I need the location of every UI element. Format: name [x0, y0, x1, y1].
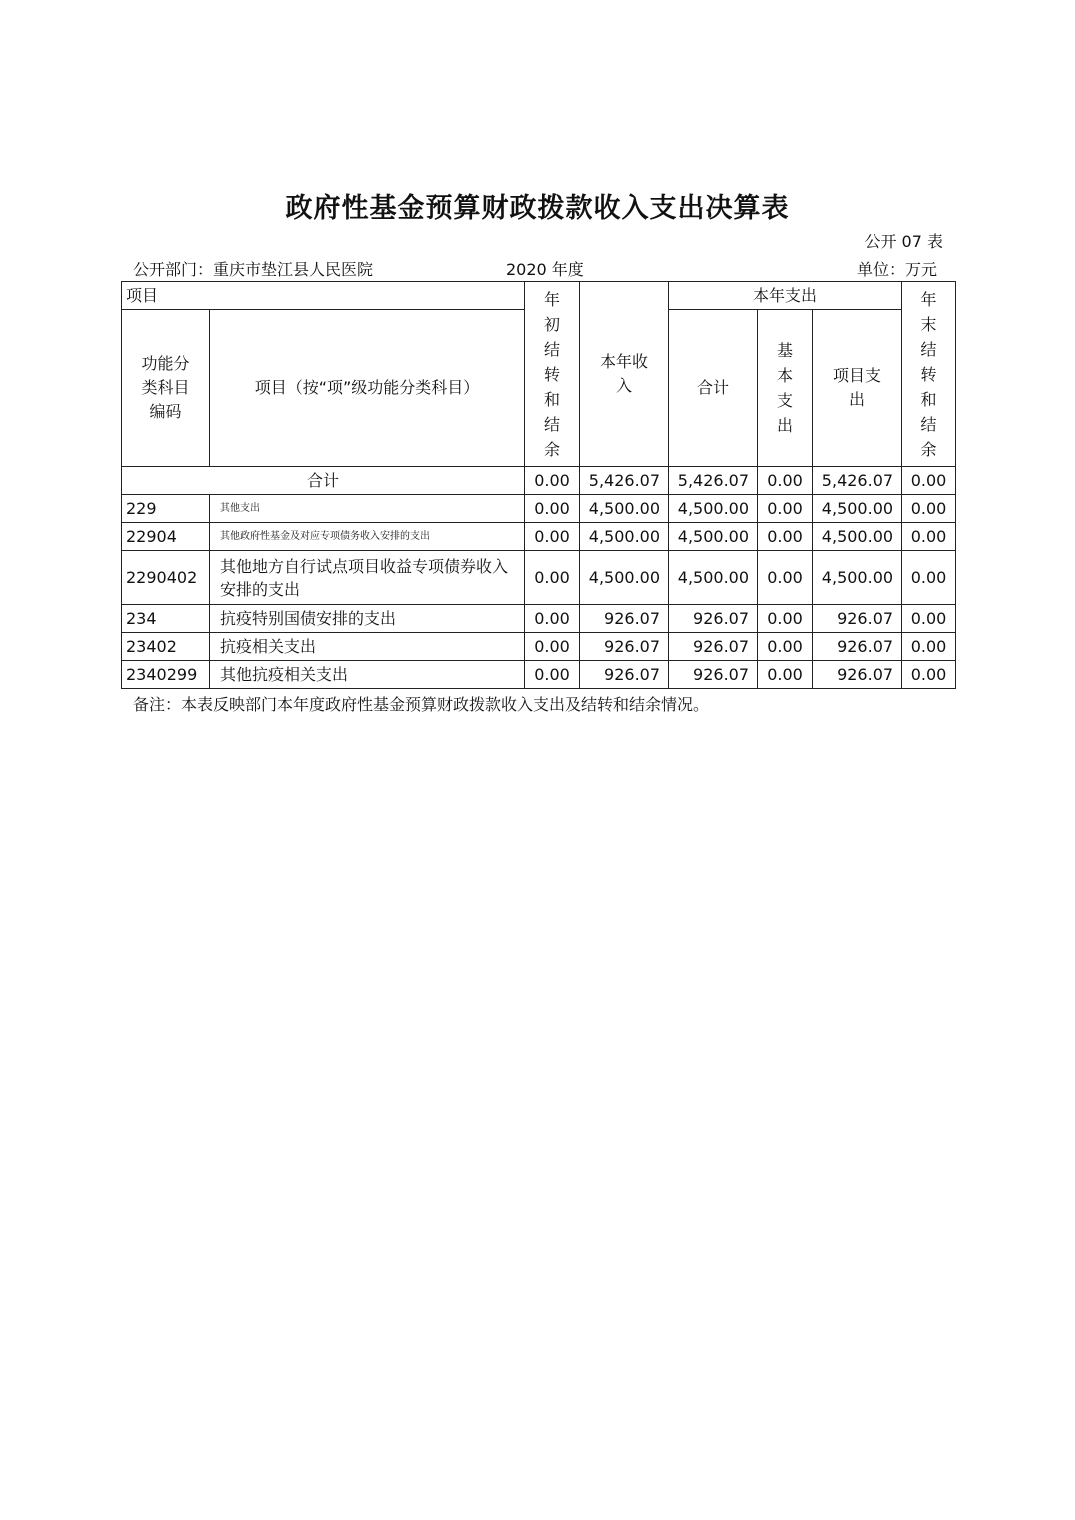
cell-income: 926.07 — [580, 633, 669, 661]
cell-project: 5,426.07 — [813, 467, 902, 495]
header-func-code: 功能分 类科目 编码 — [122, 310, 210, 467]
header-row-1 — [122, 282, 956, 310]
cell-total: 4,500.00 — [669, 523, 758, 551]
budget-table — [121, 281, 956, 689]
cell-ending: 0.00 — [902, 633, 956, 661]
cell-income: 5,426.07 — [580, 467, 669, 495]
cell-total: 5,426.07 — [669, 467, 758, 495]
cell-project: 4,500.00 — [813, 523, 902, 551]
cell-project: 926.07 — [813, 605, 902, 633]
cell-income: 4,500.00 — [580, 523, 669, 551]
table-row — [122, 633, 956, 661]
total-label: 合计 — [122, 467, 525, 495]
cell-item-name: 抗疫特别国债安排的支出 — [210, 605, 525, 633]
cell-ending: 0.00 — [902, 495, 956, 523]
header-basic: 基 本 支 出 — [758, 310, 813, 467]
cell-basic: 0.00 — [758, 467, 813, 495]
cell-income: 926.07 — [580, 605, 669, 633]
cell-project: 926.07 — [813, 661, 902, 689]
cell-ending: 0.00 — [902, 661, 956, 689]
cell-income: 4,500.00 — [580, 495, 669, 523]
cell-item-name: 其他地方自行试点项目收益专项债券收入安排的支出 — [210, 551, 525, 605]
cell-code: 229 — [122, 495, 210, 523]
cell-basic: 0.00 — [758, 661, 813, 689]
cell-beginning: 0.00 — [525, 551, 580, 605]
cell-income: 926.07 — [580, 661, 669, 689]
footnote: 备注：本表反映部门本年度政府性基金预算财政拨款收入支出及结转和结余情况。 — [133, 695, 710, 714]
page-title: 政府性基金预算财政拨款收入支出决算表 — [285, 193, 790, 224]
table-row — [122, 661, 956, 689]
table-number: 公开 07 表 — [864, 232, 943, 251]
cell-ending: 0.00 — [902, 467, 956, 495]
department-label: 公开部门：重庆市垫江县人民医院 — [133, 260, 374, 279]
cell-code: 2340299 — [122, 661, 210, 689]
cell-basic: 0.00 — [758, 495, 813, 523]
header-item-name: 项目（按“项”级功能分类科目） — [210, 310, 525, 467]
cell-basic: 0.00 — [758, 633, 813, 661]
cell-ending: 0.00 — [902, 551, 956, 605]
header-item-group: 项目 — [122, 282, 525, 310]
cell-project: 4,500.00 — [813, 495, 902, 523]
cell-total: 4,500.00 — [669, 551, 758, 605]
cell-code: 234 — [122, 605, 210, 633]
cell-item-name: 抗疫相关支出 — [210, 633, 525, 661]
header-end-balance: 年 末 结 转 和 结 余 — [902, 282, 956, 467]
cell-beginning: 0.00 — [525, 633, 580, 661]
cell-beginning: 0.00 — [525, 495, 580, 523]
cell-income: 4,500.00 — [580, 551, 669, 605]
table-row — [122, 605, 956, 633]
cell-ending: 0.00 — [902, 605, 956, 633]
cell-item-name: 其他政府性基金及对应专项债务收入安排的支出 — [210, 523, 525, 551]
cell-total: 926.07 — [669, 661, 758, 689]
cell-beginning: 0.00 — [525, 661, 580, 689]
unit-label: 单位：万元 — [856, 260, 937, 279]
cell-beginning: 0.00 — [525, 523, 580, 551]
cell-beginning: 0.00 — [525, 605, 580, 633]
table-row — [122, 551, 956, 605]
header-expenditure-group: 本年支出 — [669, 282, 902, 310]
header-project: 项目支 出 — [813, 310, 902, 467]
total-row — [122, 467, 956, 495]
table-row — [122, 495, 956, 523]
cell-basic: 0.00 — [758, 605, 813, 633]
cell-ending: 0.00 — [902, 523, 956, 551]
cell-code: 22904 — [122, 523, 210, 551]
cell-code: 23402 — [122, 633, 210, 661]
cell-basic: 0.00 — [758, 551, 813, 605]
cell-item-name: 其他抗疫相关支出 — [210, 661, 525, 689]
header-income: 本年收 入 — [580, 282, 669, 467]
cell-project: 4,500.00 — [813, 551, 902, 605]
cell-item-name: 其他支出 — [210, 495, 525, 523]
header-total: 合计 — [669, 310, 758, 467]
cell-code: 2290402 — [122, 551, 210, 605]
fiscal-year: 2020 年度 — [506, 260, 584, 279]
cell-beginning: 0.00 — [525, 467, 580, 495]
header-beginning-balance: 年 初 结 转 和 结 余 — [525, 282, 580, 467]
cell-total: 926.07 — [669, 605, 758, 633]
cell-project: 926.07 — [813, 633, 902, 661]
table-row — [122, 523, 956, 551]
cell-total: 4,500.00 — [669, 495, 758, 523]
cell-total: 926.07 — [669, 633, 758, 661]
cell-basic: 0.00 — [758, 523, 813, 551]
